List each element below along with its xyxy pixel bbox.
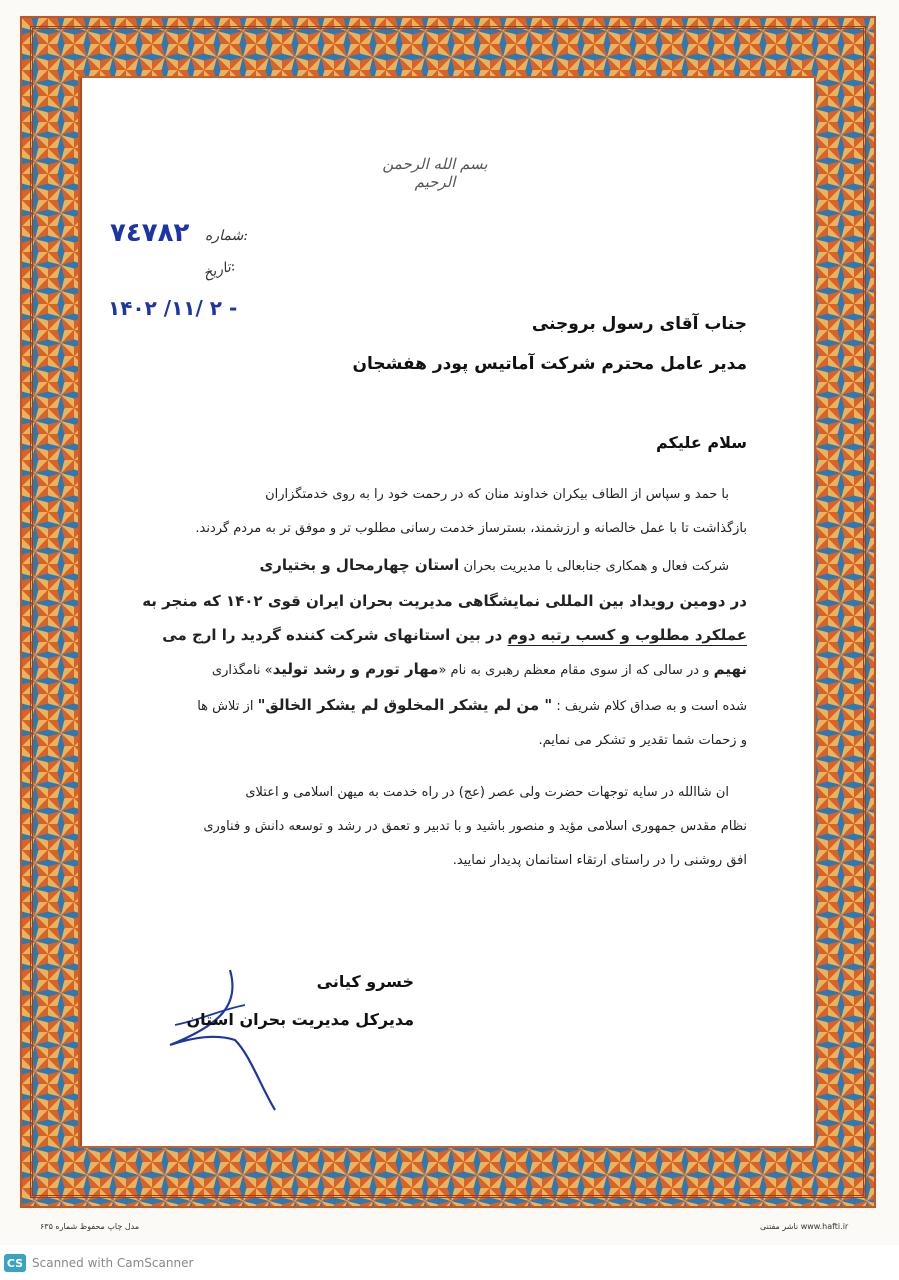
paragraph-3 — [137, 776, 747, 878]
p2-l4-word: نهیم — [713, 660, 747, 678]
p2-l4-end: » نامگذاری — [211, 663, 273, 678]
paragraph-2-line-5 — [137, 688, 747, 724]
date-label: تاریخ: — [201, 258, 238, 282]
recipient-title: مدیر عامل محترم شرکت آماتیس پودر هفشجان — [352, 354, 747, 374]
p2-l3-rank: عملکرد مطلوب و کسب رتبه دوم — [507, 626, 747, 644]
recipient-name: جناب آقای رسول بروجنی — [531, 314, 747, 334]
paragraph-2-line-6: و زحمات شما تقدیر و تشکر می نمایم. — [538, 733, 747, 748]
date-value: ۱۴۰۲ /۱۱/ ۲ - — [108, 296, 238, 320]
paragraph-3-line-3: افق روشنی را در راستای ارتقاء استانمان پدیدار نمایید. — [452, 853, 747, 868]
basmala-calligraphy: بسم الله الرحمن الرحیم — [382, 155, 488, 191]
paragraph-1-line-1: با حمد و سپاس از الطاف بیکران خداوند منان که در رحمت خود را به روی خدمتگزاران — [265, 487, 729, 502]
camscanner-banner — [0, 1246, 899, 1280]
paragraph-1-line-2: بازگذاشت تا با عمل خالصانه و ارزشمند، بسترساز خدمت رسانی مطلوب تر و موفق تر به مردم گردند. — [195, 521, 747, 536]
signer-name: خسرو کیانی — [316, 972, 414, 991]
handwritten-signature — [160, 965, 300, 1115]
paragraph-3-line-1: ان شاالله در سایه توجهات حضرت ولی عصر (عج) در راه خدمت به میهن اسلامی و اعتلای — [245, 785, 729, 800]
number-label: شماره: — [205, 228, 248, 244]
paragraph-2-line-3 — [137, 618, 747, 652]
p2-l4-text: و در سالی که از سوی مقام معظم رهبری به نام « — [438, 663, 710, 678]
p2-l5-quote: " من لم یشکر المخلوق لم یشکر الخالق" — [257, 696, 553, 714]
p2-l3-rest: در بین استانهای شرکت کننده گردید را ارج می — [162, 626, 503, 644]
p2-l5-text: شده است و به صداق کلام شریف : — [556, 699, 747, 714]
paragraph-1 — [137, 478, 747, 546]
signer-title: مدیرکل مدیریت بحران استان — [186, 1010, 414, 1029]
greeting: سلام علیکم — [655, 433, 747, 452]
paragraph-2-line-1 — [137, 548, 747, 584]
p2-l4-slogan: مهار تورم و رشد تولید — [272, 660, 439, 678]
p2-l1-province: استان چهارمحال و بختیاری — [259, 556, 460, 574]
p2-l5-end: از تلاش ها — [197, 699, 254, 714]
paragraph-2-line-2: در دومین رویداد بین المللی نمایشگاهی مدیریت بحران ایران قوی ۱۴۰۲ که منجر به — [142, 592, 747, 610]
number-value: ۷٤۷۸۲ — [110, 218, 190, 248]
paragraph-2 — [137, 548, 747, 758]
footer-publisher-right: www.hafti.ir ناشر مفتنی — [760, 1222, 849, 1231]
paragraph-3-line-2: نظام مقدس جمهوری اسلامی مؤید و منصور باشید و با تدبیر و تعمق در رشد و توسعه دانش و فناوری — [203, 819, 747, 834]
camscanner-logo-icon: CS — [4, 1254, 26, 1272]
paragraph-2-line-4 — [137, 652, 747, 688]
p2-l1-text: شرکت فعال و همکاری جنابعالی با مدیریت بحران — [463, 559, 729, 574]
camscanner-text: Scanned with CamScanner — [32, 1256, 194, 1270]
footer-publisher-left: مدل چاپ محفوظ شماره ۶۳۵ — [40, 1222, 140, 1231]
